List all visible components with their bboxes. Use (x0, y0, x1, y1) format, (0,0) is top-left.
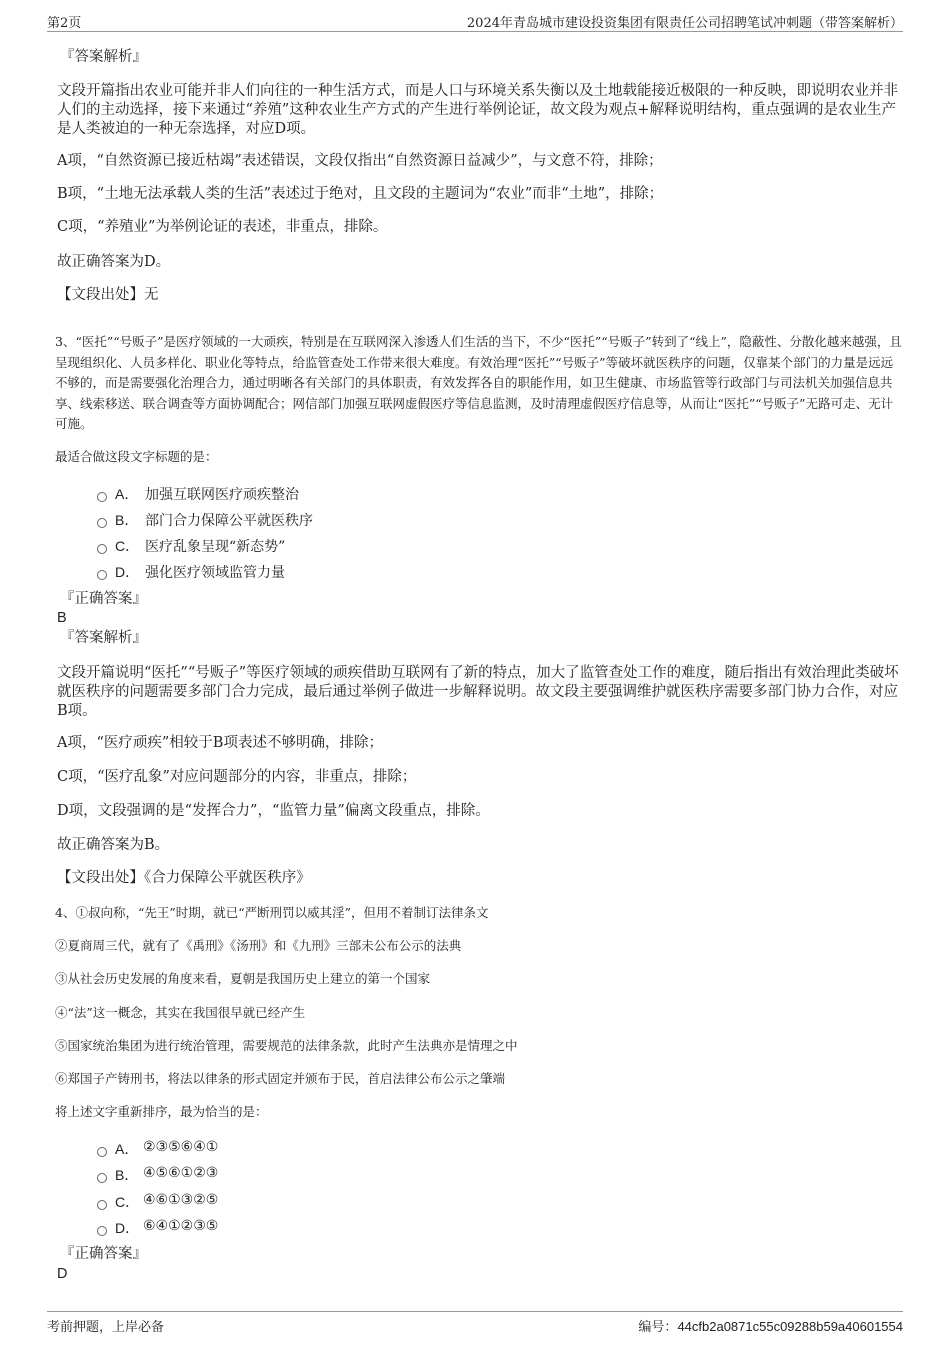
footer-slogan: 考前押题，上岸必备 (47, 1320, 165, 1335)
question-4-item-3: ③从社会历史发展的角度来看，夏朝是我国历史上建立的第一个国家 (55, 971, 431, 986)
analysis-point-a: A项，“医疗顽疾”相较于B项表述不够明确，排除； (57, 735, 383, 751)
document-code-label: 编号： (638, 1320, 678, 1335)
radio-button[interactable] (97, 518, 107, 528)
correct-answer: D (57, 1266, 68, 1282)
page-footer (47, 1311, 903, 1335)
radio-button[interactable] (97, 544, 107, 554)
page-header (47, 10, 903, 32)
analysis-point-c: C项，“医疗乱象”对应问题部分的内容，非重点，排除； (57, 769, 417, 785)
option-letter: C． (115, 1194, 140, 1210)
analysis-text: 文段开篇说明“医托”“号贩子”等医疗领域的顽疾借助互联网有了新的特点，加大了监管查处工作的难度，随后指出有效治理此类破坏就医秩序的问题需要多部门合力完成，最后通过举例子做进一步解释说明。故文段主要强调维护就医秩序需要多部门协力合作，对应B项。 (57, 665, 899, 719)
analysis-point-a: A项，“自然资源已接近枯竭”表述错误，文段仅指出“自然资源日益减少”，与文意不符，排除； (57, 153, 663, 169)
document-code (638, 1316, 903, 1335)
question-4-item-6: ⑥郑国子产铸刑书，将法以律条的形式固定并颁布于民，首启法律公布公示之肇端 (55, 1071, 506, 1086)
question-4-item-4: ④“法”这一概念，其实在我国很早就已经产生 (55, 1005, 306, 1020)
option-text: 强化医疗领域监管力量 (145, 565, 285, 581)
option-text: 医疗乱象呈现“新态势” (145, 539, 286, 555)
option-letter: B． (115, 512, 139, 528)
radio-button[interactable] (97, 570, 107, 580)
analysis-conclusion: 故正确答案为B。 (57, 837, 170, 853)
radio-button[interactable] (97, 492, 107, 502)
analysis-point-d: D项，文段强调的是“发挥合力”，“监管力量”偏离文段重点，排除。 (57, 803, 490, 819)
question-4-item-2: ②夏商周三代，就有了《禹刑》《汤刑》和《九刑》三部未公布公示的法典 (55, 938, 462, 953)
document-title: 2024年青岛城市建设投资集团有限责任公司招聘笔试冲刺题（带答案解析） (466, 16, 903, 31)
document-code-value: 44cfb2a0871c55c09288b59a40601554 (677, 1319, 903, 1334)
question-3-passage: 3、“医托”“号贩子”是医疗领域的一大顽疾，特别是在互联网深入渗透人们生活的当下，不少“医托”“号贩子”转到了“线上”，隐蔽性、分散化越来越强，且呈现组织化、人员多样化、职业化等特点，给监管查处工作带来很大难度。有效治理“医托”“号贩子”等破坏就医秩序的问题，仅靠某个部门的力量是远远不够的，而是需要强化治理合力，通过明晰各有关部门的具体职责，有效发挥各自的职能作用，如卫生健康、市场监管等行政部门与司法机关加强信息共享、线索移送、联合调查等方面协调配合；网信部门加强互联网虚假医疗等信息监测，及时清理虚假医疗信息等，从而让“医托”“号贩子”无路可走、无计可施。 (55, 334, 902, 431)
option-letter: C． (115, 538, 140, 554)
page-number: 第2页 (47, 16, 82, 31)
radio-button[interactable] (97, 1147, 107, 1157)
analysis-point-b: B项，“土地无法承载人类的生活”表述过于绝对，且文段的主题词为“农业”而非“土地”，排除； (57, 186, 664, 202)
option-letter: D． (115, 1220, 140, 1236)
question-4-prompt: 将上述文字重新排序，最为恰当的是： (55, 1104, 268, 1119)
correct-answer-label: 『正确答案』 (60, 1246, 147, 1262)
option-text: 加强互联网医疗顽疾整治 (145, 487, 299, 503)
passage-source: 【文段出处】无 (57, 287, 159, 303)
question-4-item-5: ⑤国家统治集团为进行统治管理，需要规范的法律条款，此时产生法典亦是情理之中 (55, 1038, 518, 1053)
analysis-text: 文段开篇指出农业可能并非人们向往的一种生活方式，而是人口与环境关系失衡以及土地载能接近极限的一种反映，即说明农业并非人们的主动选择，接下来通过“养殖”这种农业生产方式的产生进行举例论证，故文段为观点+解释说明结构，重点强调的是农业生产是人类被迫的一种无奈选择，对应D项。 (57, 83, 898, 137)
option-text: ②③⑤⑥④① (143, 1139, 219, 1155)
radio-button[interactable] (97, 1226, 107, 1236)
analysis-point-c: C项，“养殖业”为举例论证的表述，非重点，排除。 (57, 219, 388, 235)
option-letter: B． (115, 1167, 139, 1183)
option-text: 部门合力保障公平就医秩序 (145, 513, 313, 529)
radio-button[interactable] (97, 1173, 107, 1183)
analysis-conclusion: 故正确答案为D。 (57, 254, 171, 270)
analysis-label: 『答案解析』 (60, 630, 147, 646)
radio-button[interactable] (97, 1200, 107, 1210)
correct-answer-label: 『正确答案』 (60, 591, 147, 607)
correct-answer: B (57, 610, 67, 626)
option-text: ④⑥①③②⑤ (143, 1192, 219, 1208)
question-4-item-1: 4、①叔向称，“先王”时期，就已“严断刑罚以威其淫”，但用不着制订法律条文 (55, 905, 489, 920)
option-text: ④⑤⑥①②③ (143, 1165, 219, 1181)
option-letter: A． (115, 486, 139, 502)
option-letter: A． (115, 1141, 139, 1157)
analysis-label: 『答案解析』 (60, 49, 147, 65)
question-3-prompt: 最适合做这段文字标题的是： (55, 449, 218, 464)
option-text: ⑥④①②③⑤ (143, 1218, 219, 1234)
option-letter: D． (115, 564, 140, 580)
passage-source: 【文段出处】《合力保障公平就医秩序》 (57, 870, 311, 886)
